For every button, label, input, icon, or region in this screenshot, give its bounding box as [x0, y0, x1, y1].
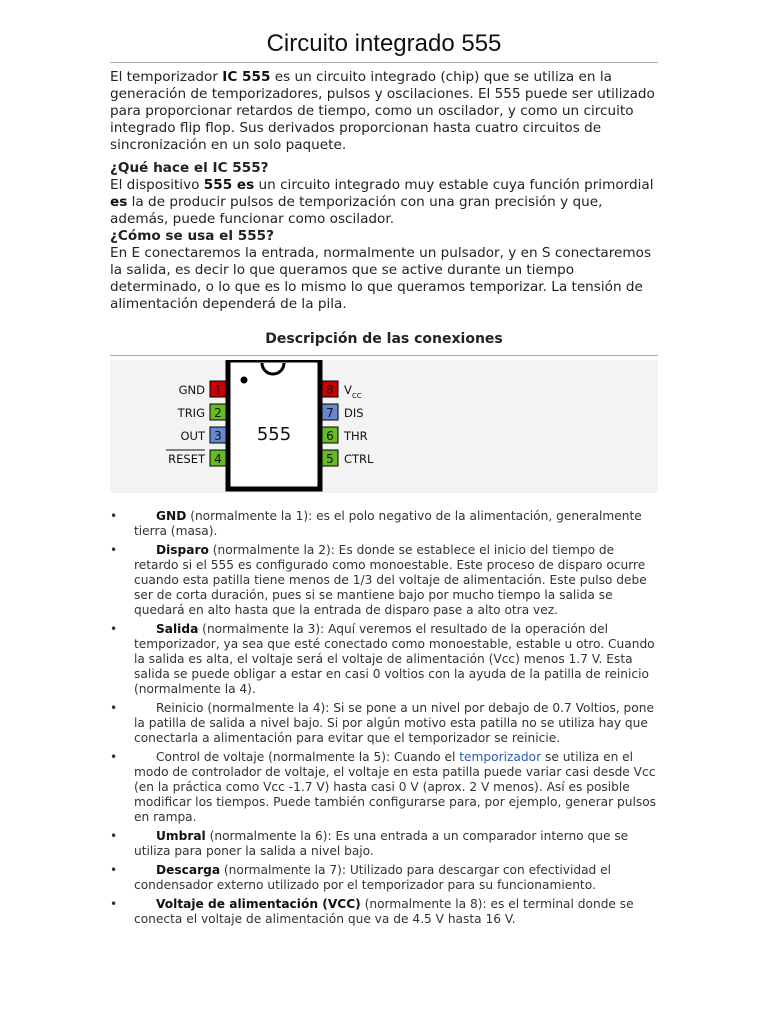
pin-2-name: TRIG	[177, 406, 205, 420]
pin-7-name: DIS	[344, 406, 364, 420]
document-page	[110, 30, 658, 931]
section-title: Descripción de las conexiones	[110, 331, 658, 356]
intro-text: El temporizador	[110, 69, 223, 85]
item-text: se utiliza en el modo de controlador de voltaje, el voltaje en esta patilla puede variar casi desde Vcc (en la práctica como Vcc -1.7 V) hasta casi 0 V (aprox. 2 V menos). Así es posible modificar los tiempos. Puede también configurarse para, por ejemplo, generar pulsos en rampa.	[134, 750, 657, 824]
item-text: (normalmente la 3): Aquí veremos el resultado de la operación del temporizador, ya sea que esté conectado como monoestable, estable u otro. Cuando la salida es alta, el voltaje será el voltaje de alimentación (Vcc) menos 1.7 V. Esta salida se puede obligar a estar en casi 0 voltios con la ayuda de la patilla de reinicio (normalmente la 4).	[134, 622, 655, 696]
item-text: Control de voltaje (normalmente la 5): Cuando el	[156, 750, 460, 764]
list-item-disparo	[110, 543, 658, 618]
answer-1-text: El dispositivo	[110, 177, 204, 193]
bullet: •	[110, 622, 118, 636]
item-bold: Descarga	[156, 863, 221, 877]
bullet: •	[110, 897, 118, 911]
item-text: (normalmente la 6): Es una entrada a un comparador interno que se utiliza para poner la salida a nivel bajo.	[134, 829, 629, 858]
bullet: •	[110, 701, 118, 715]
pin-5-number: 5	[326, 452, 334, 466]
item-bold: Disparo	[156, 543, 209, 557]
pin-8-name: V	[344, 383, 352, 397]
answer-1	[110, 177, 658, 228]
pin-8-number: 8	[326, 383, 334, 397]
pin-7-number: 7	[326, 406, 334, 420]
answer-2: En E conectaremos la entrada, normalmente un pulsador, y en S conectaremos la salida, es decir lo que queramos que se active durante un tiempo determinado, o lo que es lo mismo lo que queramos temporizar. La tensión de alimentación dependerá de la pila.	[110, 245, 652, 312]
pin-3-number: 3	[214, 429, 222, 443]
pin-description-list	[110, 509, 658, 927]
item-text: (normalmente la 2): Es donde se establece el inicio del tiempo de retardo si el 555 es configurado como monoestable. Este proceso de disparo ocurre cuando esta patilla tiene menos de 1/3 del voltaje de alimentación. Este pulso debe ser de corta duración, pues si se mantiene bajo por mucho tiempo la salida se quedará en alto hasta que la entrada de disparo pase a alto otra vez.	[134, 543, 647, 617]
item-bold: Salida	[156, 622, 199, 636]
item-bold: Umbral	[156, 829, 206, 843]
chip-label: 555	[256, 424, 292, 445]
pin-4-name: RESET	[168, 452, 205, 466]
question-1: ¿Qué hace el IC 555?	[110, 160, 269, 176]
bullet: •	[110, 509, 118, 523]
list-item-reinicio	[110, 701, 658, 746]
pinout-diagram	[110, 360, 658, 493]
answer-1-text: la de producir pulsos de temporización con una gran precisión y que, además, puede funcionar como oscilador.	[110, 194, 603, 227]
item-text: Reinicio (normalmente la 4): Si se pone a un nivel por debajo de 0.7 Voltios, pone la patilla de salida a nivel bajo. Si por algún motivo esta patilla no se utiliza hay que conectarla a alimentación para evitar que el temporizador se reinicie.	[134, 701, 654, 745]
intro-paragraph	[110, 69, 658, 154]
pin-3-name: OUT	[180, 429, 205, 443]
answer-1-text: un circuito integrado muy estable cuya función primordial	[254, 177, 654, 193]
bullet: •	[110, 863, 118, 877]
pin-6-name: THR	[344, 429, 368, 443]
item-bold: Voltaje de alimentación (VCC)	[156, 897, 361, 911]
list-item-salida	[110, 622, 658, 697]
pin1-dot	[241, 377, 248, 384]
pin-4-number: 4	[214, 452, 222, 466]
list-item-descarga	[110, 863, 658, 893]
pin-1-number: 1	[214, 383, 222, 397]
intro-text-rest: es un circuito integrado (chip) que se utiliza en la generación de temporizadores, pulsos y oscilaciones. El 555 puede ser utilizado para proporcionar retardos de tiempo, como un oscilador, y como un circuito integrado flip flop. Sus derivados proporcionan hasta cuatro circuitos de sincronización en un solo paquete.	[110, 69, 655, 153]
pin-5-name: CTRL	[344, 452, 374, 466]
bullet: •	[110, 543, 118, 557]
pin-2-number: 2	[214, 406, 222, 420]
list-item-control	[110, 750, 658, 825]
item-text: (normalmente la 8): es el terminal donde se conecta el voltaje de alimentación que va de 4.5 V hasta 16 V.	[134, 897, 634, 926]
item-text: (normalmente la 7): Utilizado para descargar con efectividad el condensador externo utilizado por el temporizador para su funcionamiento.	[134, 863, 612, 892]
bullet: •	[110, 750, 118, 764]
list-item-gnd	[110, 509, 658, 539]
bullet: •	[110, 829, 118, 843]
pin-8-subscript: CC	[352, 392, 362, 400]
answer-1-bold: es	[110, 194, 128, 210]
intro-bold: IC 555	[222, 69, 271, 85]
pin-6-number: 6	[326, 429, 334, 443]
list-item-umbral	[110, 829, 658, 859]
list-item-vcc	[110, 897, 658, 927]
question-2: ¿Cómo se usa el 555?	[110, 228, 275, 244]
pin-1-name: GND	[178, 383, 205, 397]
item-bold: GND	[156, 509, 187, 523]
chip-pinout-svg	[110, 360, 658, 493]
page-title: Circuito integrado 555	[110, 30, 658, 63]
answer-1-bold: 555 es	[203, 177, 255, 193]
item-text: (normalmente la 1): es el polo negativo de la alimentación, generalmente tierra (masa).	[134, 509, 642, 538]
temporizador-link[interactable]: temporizador	[459, 750, 542, 764]
